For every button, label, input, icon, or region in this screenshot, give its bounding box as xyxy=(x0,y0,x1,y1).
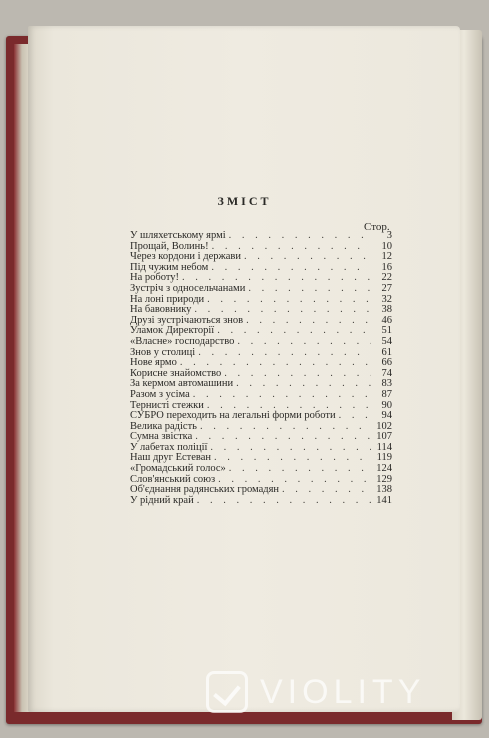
dot-leader xyxy=(207,295,371,306)
toc-entry-page: 66 xyxy=(381,357,392,369)
toc-entry-title: «Громадський голос» xyxy=(130,463,226,475)
toc-entry-page: 102 xyxy=(376,420,392,432)
watermark-text: VIOLITY xyxy=(260,672,426,711)
toc-entry xyxy=(130,337,392,348)
dot-leader xyxy=(229,231,371,242)
toc-entry-page: 107 xyxy=(376,431,392,443)
toc-entry-page: 124 xyxy=(376,463,392,475)
toc-entry xyxy=(130,231,392,242)
toc-entry-page: 27 xyxy=(381,282,392,294)
toc-entry-page: 22 xyxy=(381,272,392,284)
dot-leader xyxy=(236,379,371,390)
toc-entry-title: СУБРО переходить на легальні форми роботи xyxy=(130,410,336,422)
toc-entry-page: 10 xyxy=(381,240,392,252)
toc-entry-page: 114 xyxy=(376,441,392,453)
toc-entry xyxy=(130,390,392,401)
dot-leader xyxy=(200,422,371,433)
dot-leader xyxy=(193,390,371,401)
watermark xyxy=(206,668,425,716)
toc-entry-page: 74 xyxy=(381,367,392,379)
toc-entry-title: Разом з усіма xyxy=(130,388,190,400)
toc-entry-title: «Власне» господарство xyxy=(130,335,235,347)
toc-entry-title: Нове ярмо xyxy=(130,357,177,369)
toc-entry-page: 3 xyxy=(386,230,392,241)
toc-list xyxy=(130,231,392,506)
toc-entry-page: 90 xyxy=(381,399,392,411)
toc-entry-title: Прощай, Волинь! xyxy=(130,240,209,252)
toc-entry-page: 141 xyxy=(376,494,392,506)
toc-entry-title: За кермом автомашини xyxy=(130,378,234,390)
toc-entry xyxy=(130,496,392,507)
toc-entry-page: 87 xyxy=(381,388,392,400)
dot-leader xyxy=(282,485,371,496)
toc-entry-title: На роботу! xyxy=(130,272,180,284)
page-column-header: Стор. xyxy=(364,221,390,233)
toc-entry-title: Зустріч з односельчанами xyxy=(130,282,246,294)
dot-leader xyxy=(214,453,371,464)
toc-entry-title: Слов'янський союз xyxy=(130,473,216,485)
toc-entry-title: Сумна звістка xyxy=(130,431,193,443)
dot-leader xyxy=(339,411,371,422)
toc-entry-title: Через кордони і держави xyxy=(130,251,241,263)
dot-leader xyxy=(244,252,371,263)
toc-entry xyxy=(130,284,392,295)
dot-leader xyxy=(195,432,371,443)
dot-leader xyxy=(198,348,371,359)
toc-entry-page: 32 xyxy=(381,293,392,305)
dot-leader xyxy=(229,464,371,475)
toc-entry-title: На лоні природи xyxy=(130,293,205,305)
toc-entry-page: 83 xyxy=(381,378,392,390)
checkmark-logo-icon xyxy=(206,671,248,713)
toc-entry-page: 12 xyxy=(381,251,392,263)
toc-entry-title: Знов у столиці xyxy=(130,346,196,358)
dot-leader xyxy=(217,326,371,337)
dot-leader xyxy=(211,263,371,274)
dot-leader xyxy=(237,337,371,348)
toc-entry-page: 61 xyxy=(381,346,392,358)
dot-leader xyxy=(210,443,371,454)
toc-entry-page: 138 xyxy=(376,484,392,496)
toc-entry-title: Наш друг Естеван xyxy=(130,452,212,464)
toc-entry-title: Уламок Директорії xyxy=(130,325,215,337)
toc-entry-title: Під чужим небом xyxy=(130,261,209,273)
toc-entry-title: У шляхетському ярмі xyxy=(130,230,226,241)
toc-entry-page: 94 xyxy=(381,410,392,422)
toc-entry-title: Велика радість xyxy=(130,420,197,432)
toc-entry-title: На бавовнику xyxy=(130,304,192,316)
toc-entry-title: У лабетах поліції xyxy=(130,441,208,453)
toc-entry-title: Тернисті стежки xyxy=(130,399,204,411)
dot-leader xyxy=(246,316,371,327)
dot-leader xyxy=(197,496,371,507)
toc-title: ЗМІСТ xyxy=(217,194,272,208)
dot-leader xyxy=(248,284,371,295)
toc-entry-page: 119 xyxy=(376,452,392,464)
toc-entry-page: 38 xyxy=(381,304,392,316)
dot-leader xyxy=(224,369,371,380)
toc-entry-title: Друзі зустрічаються знов xyxy=(130,314,244,326)
toc-entry-page: 129 xyxy=(376,473,392,485)
toc-entry-title: У рідний край xyxy=(130,494,194,506)
toc-entry-title: Об'єднання радянських громадян xyxy=(130,484,280,496)
toc-entry-title: Корисне знайомство xyxy=(130,367,222,379)
toc-entry-page: 46 xyxy=(381,314,392,326)
toc-entry-page: 16 xyxy=(381,261,392,273)
toc-entry-page: 54 xyxy=(381,335,392,347)
toc-entry-page: 51 xyxy=(381,325,392,337)
